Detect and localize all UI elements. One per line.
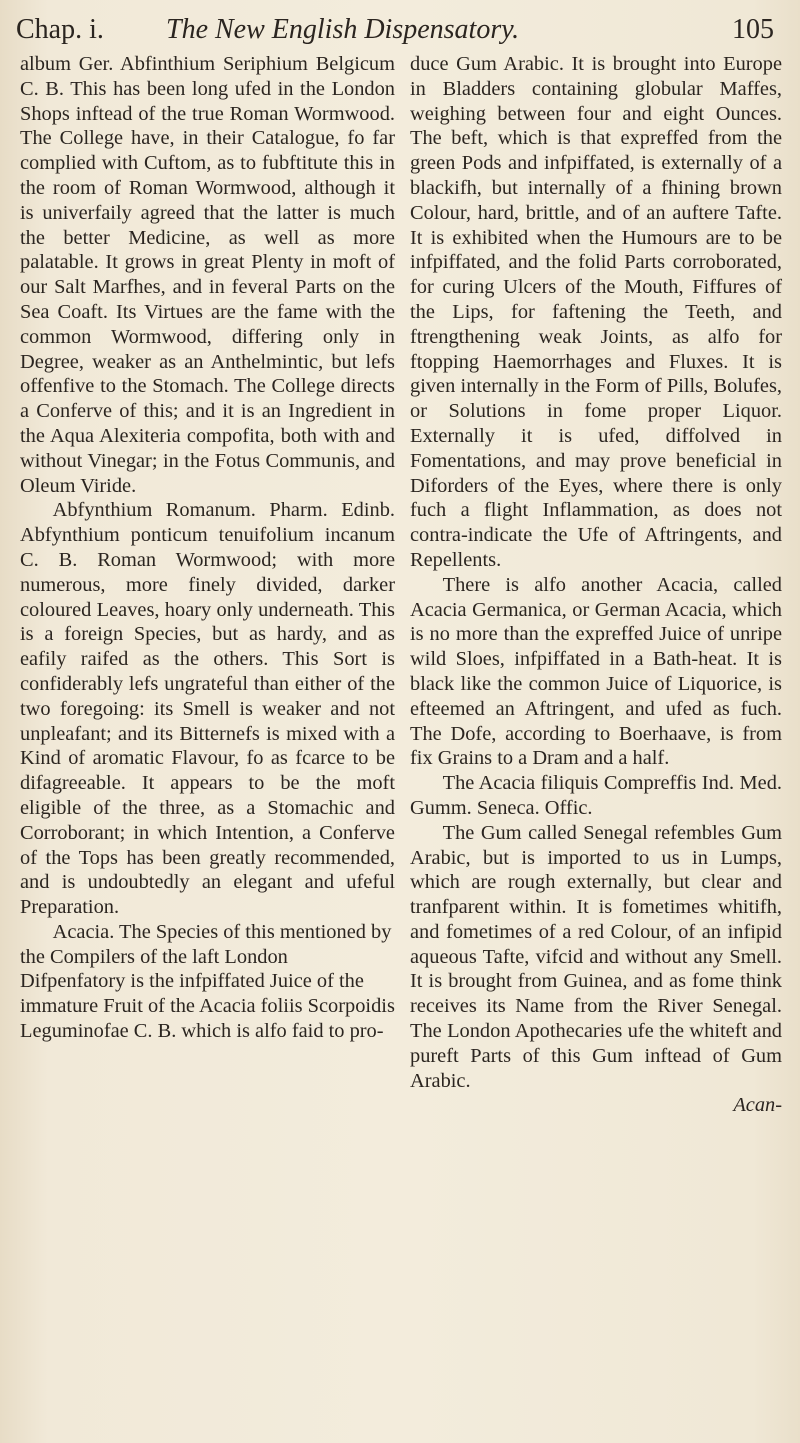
paragraph-gum-arabic: duce Gum Arabic. It is brought into Europe in Bladders containing globular Maffes, weighing between four and eight Ounces. The beft, which is that expreffed from the green Pods and infpiffated, is externally of a blackifh, but internally of a fhining brown Colour, hard, brittle, and of an auftere Tafte. It is exhibited when the Humours are to be infpiffated, and the folid Parts corroborated, for curing Ulcers of the Mouth, Fiffures of the Lips, for faftening the Teeth, and ftrengthening weak Joints, as alfo for ftopping Haemorrhages and Fluxes. It is given internally in the Form of Pills, Bolufes, or Solutions in fome proper Liquor. Externally it is ufed, diffolved in Fomentations, and may prove beneficial in Diforders of the Eyes, where there is only fuch a flight Inflammation, as does not contra-indicate the Ufe of Aftringents, and Repellents.	[410, 53, 782, 571]
chapter-label: Chap. i.	[16, 14, 104, 45]
paragraph-gum-senegal: The Gum called Senegal refembles Gum Arabic, but is imported to us in Lumps, which are rough externally, but clear and tranfparent within. It is fometimes whitifh, and fometimes of a red Colour, of an infipid aqueous Tafte, vifcid and without any Smell. It is brought from Guinea, and as fome think receives its Name from the River Senegal. The London Apothecaries ufe the whiteft and pureft Parts of this Gum inftead of Gum Arabic.	[410, 821, 782, 1092]
paragraph-acacia-reference: The Acacia filiquis Compreffis Ind. Med. Gumm. Seneca. Offic.	[410, 772, 782, 819]
running-title: The New English Dispensatory.	[166, 14, 520, 45]
catchword: Acan-	[733, 1094, 782, 1117]
paragraph-roman-wormwood: Abfynthium Romanum. Pharm. Edinb. Abfynthium ponticum tenuifolium incanum C. B. Roman Wormwood; with more numerous, more finely divided, darker coloured Leaves, hoary only underneath. This is a foreign Species, but as hardy, and as eafily raifed as the others. This Sort is confiderably lefs ungrateful than either of the two foregoing: its Smell is weaker and not unpleafant; and its Bitternefs is mixed with a Kind of aromatic Flavour, fo as fcarce to be difagreeable. It appears to be the moft eligible of the three, as a Stomachic and Corroborant; in which Intention, a Conferve of the Tops has been greatly recommended, and is undoubtedly an elegant and ufeful Preparation.	[20, 499, 395, 919]
page-number: 105	[732, 14, 774, 45]
running-header	[16, 10, 774, 50]
right-column	[410, 52, 782, 1118]
paragraph-german-acacia: There is alfo another Acacia, called Acacia Germanica, or German Acacia, which is no more than the expreffed Juice of unripe wild Sloes, infpiffated in a Bath-heat. It is black like the common Juice of Liquorice, is efteemed an Aftringent, and ufed as fuch. The Dofe, according to Boerhaave, is from fix Grains to a Dram and a half.	[410, 573, 782, 770]
left-column	[20, 52, 395, 1044]
paragraph-acacia: Acacia. The Species of this mentioned by the Compilers of the laft London Difpenfatory is the infpiffated Juice of the immature Fruit of the Acacia foliis Scorpoidis Leguminofae C. B. which is alfo faid to pro-	[20, 920, 395, 1043]
paragraph-wormwood-sea: album Ger. Abfinthium Seriphium Belgicum C. B. This has been long ufed in the London Shops inftead of the true Roman Wormwood. The College have, in their Catalogue, fo far complied with Cuftom, as to fubftitute this in the room of Roman Wormwood, although it is univerfaily agreed that the latter is much the better Medicine, as well as more palatable. It grows in great Plenty in moft of our Salt Marfhes, and in feveral Parts on the Sea Coaft. Its Virtues are the fame with the common Wormwood, differing only in Degree, weaker as an Anthelmintic, but lefs offenfive to the Stomach. The College directs a Conferve of this; and it is an Ingredient in the Aqua Alexiteria compofita, both with and without Vinegar; in the Fotus Communis, and Oleum Viride.	[20, 53, 395, 497]
